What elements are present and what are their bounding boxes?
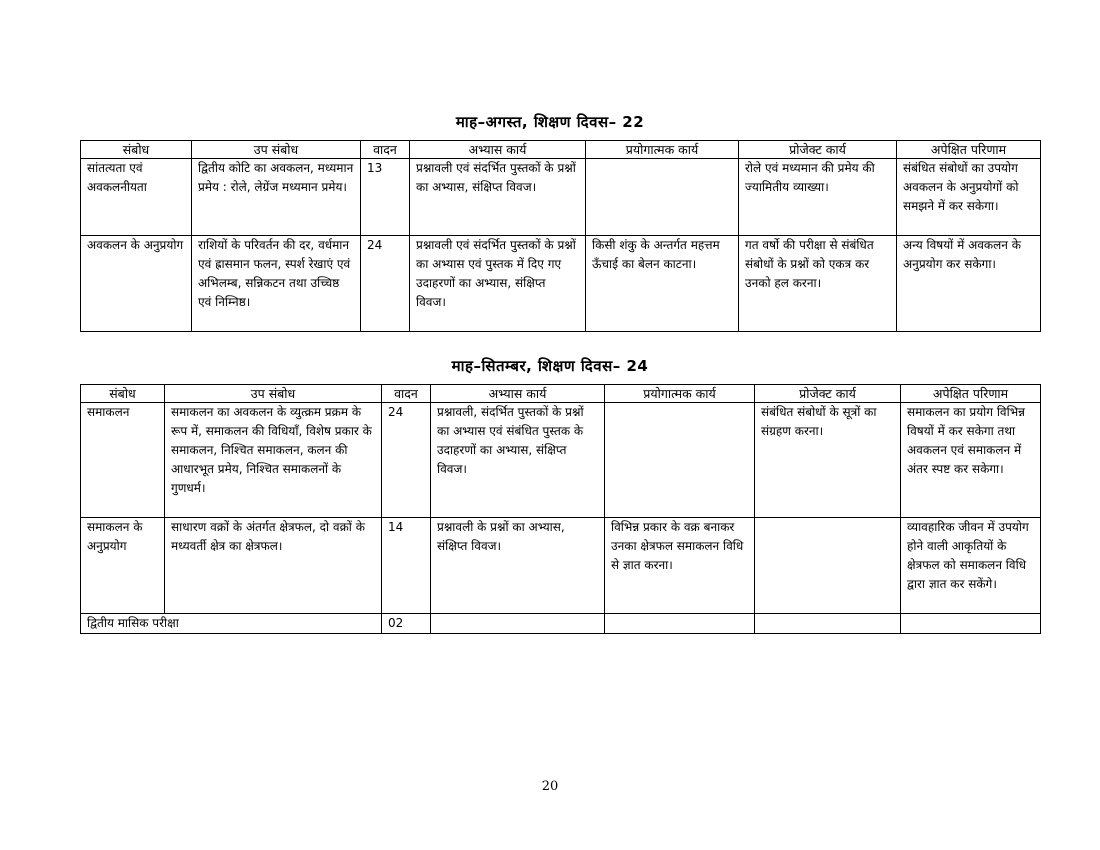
col-header-practice-work: अभ्यास कार्य [431, 385, 605, 403]
cell-project-work: संबंधित संबोधों के सूत्रों का संग्रहण करना। [755, 403, 901, 518]
col-header-practical-work: प्रयोगात्मक कार्य [586, 141, 739, 159]
cell-concept: अवकलन के अनुप्रयोग [81, 236, 192, 332]
cell-expected-outcome: समाकलन का प्रयोग विभिन्न विषयों में कर सकेगा तथा अवकलन एवं समाकलन में अंतर स्पष्ट कर सकेगा। [901, 403, 1041, 518]
col-header-practical-work: प्रयोगात्मक कार्य [605, 385, 755, 403]
col-header-project-work: प्रोजेक्ट कार्य [739, 141, 897, 159]
cell-concept: सांतत्यता एवं अवकलनीयता [81, 159, 192, 236]
cell-sub-concept: द्वितीय कोटि का अवकलन, मध्यमान प्रमेय : रोले, लेग्रेंज मध्यमान प्रमेय। [192, 159, 361, 236]
cell-periods: 14 [382, 518, 431, 614]
col-header-sub-concept: उप संबोध [165, 385, 382, 403]
table-row [81, 236, 1041, 332]
cell-practical-work: किसी शंकु के अन्तर्गत महत्तम ऊँचाई का बेलन काटना। [586, 236, 739, 332]
cell-empty [605, 614, 755, 634]
col-header-periods: वादन [361, 141, 410, 159]
col-header-project-work: प्रोजेक्ट कार्य [755, 385, 901, 403]
cell-practical-work [605, 403, 755, 518]
cell-sub-concept: समाकलन का अवकलन के व्युत्क्रम प्रक्रम के रूप में, समाकलन की विधियाँ, विशेष प्रकार के समाकलन, निश्चित समाकलन, कलन की आधारभूत प्रमेय, निश्चित समाकलनों के गुणधर्म। [165, 403, 382, 518]
cell-empty [755, 614, 901, 634]
august-table [80, 140, 1041, 332]
cell-exam-label: द्वितीय मासिक परीक्षा [81, 614, 382, 634]
cell-periods: 13 [361, 159, 410, 236]
col-header-practice-work: अभ्यास कार्य [410, 141, 586, 159]
cell-empty [901, 614, 1041, 634]
cell-concept: समाकलन [81, 403, 165, 518]
section-title-august: माह–अगस्त, शिक्षण दिवस– 22 [455, 113, 645, 131]
cell-periods: 24 [361, 236, 410, 332]
section-title-september: माह–सितम्बर, शिक्षण दिवस– 24 [451, 357, 649, 375]
col-header-expected-outcome: अपेक्षित परिणाम [897, 141, 1041, 159]
cell-expected-outcome: अन्य विषयों में अवकलन के अनुप्रयोग कर सकेगा। [897, 236, 1041, 332]
cell-practical-work: विभिन्न प्रकार के वक्र बनाकर उनका क्षेत्रफल समाकलन विधि से ज्ञात करना। [605, 518, 755, 614]
cell-practical-work [586, 159, 739, 236]
header-row [81, 141, 1041, 159]
col-header-expected-outcome: अपेक्षित परिणाम [901, 385, 1041, 403]
col-header-periods: वादन [382, 385, 431, 403]
cell-sub-concept: साधारण वक्रों के अंतर्गत क्षेत्रफल, दो वक्रों के मध्यवर्ती क्षेत्र का क्षेत्रफल। [165, 518, 382, 614]
cell-empty [431, 614, 605, 634]
cell-project-work: रोले एवं मध्यमान की प्रमेय की ज्यामितीय व्याख्या। [739, 159, 897, 236]
cell-practice-work: प्रश्नावली, संदर्भित पुस्तकों के प्रश्नों का अभ्यास एवं संबंधित पुस्तक के उदाहरणों का अभ्यास, संक्षिप्त विवज। [431, 403, 605, 518]
cell-project-work [755, 518, 901, 614]
page-number: 20 [541, 779, 559, 794]
cell-exam-periods: 02 [382, 614, 431, 634]
cell-expected-outcome: व्यावहारिक जीवन में उपयोग होने वाली आकृतियों के क्षेत्रफल को समाकलन विधि द्वारा ज्ञात कर सकेंगे। [901, 518, 1041, 614]
table-row [81, 403, 1041, 518]
cell-concept: समाकलन के अनुप्रयोग [81, 518, 165, 614]
cell-project-work: गत वर्षो की परीक्षा से संबंधित संबोधों के प्रश्नों को एकत्र कर उनको हल करना। [739, 236, 897, 332]
cell-sub-concept: राशियों के परिवर्तन की दर, वर्धमान एवं ह्रासमान फलन, स्पर्श रेखाएं एवं अभिलम्ब, सन्निकटन तथा उच्चिष्ठ एवं निम्निष्ठ। [192, 236, 361, 332]
table-row [81, 159, 1041, 236]
september-table [80, 384, 1041, 634]
cell-practice-work: प्रश्नावली एवं संदर्भित पुस्तकों के प्रश्नों का अभ्यास, संक्षिप्त विवज। [410, 159, 586, 236]
col-header-concept: संबोध [81, 141, 192, 159]
col-header-concept: संबोध [81, 385, 165, 403]
col-header-sub-concept: उप संबोध [192, 141, 361, 159]
cell-expected-outcome: संबंधित संबोधों का उपयोग अवकलन के अनुप्रयोगों को समझने में कर सकेगा। [897, 159, 1041, 236]
exam-row [81, 614, 1041, 634]
table-row [81, 518, 1041, 614]
header-row [81, 385, 1041, 403]
cell-practice-work: प्रश्नावली एवं संदर्भित पुस्तकों के प्रश्नों का अभ्यास एवं पुस्तक में दिए गए उदाहरणों का अभ्यास, संक्षिप्त विवज। [410, 236, 586, 332]
cell-periods: 24 [382, 403, 431, 518]
cell-practice-work: प्रश्नावली के प्रश्नों का अभ्यास, संक्षिप्त विवज। [431, 518, 605, 614]
